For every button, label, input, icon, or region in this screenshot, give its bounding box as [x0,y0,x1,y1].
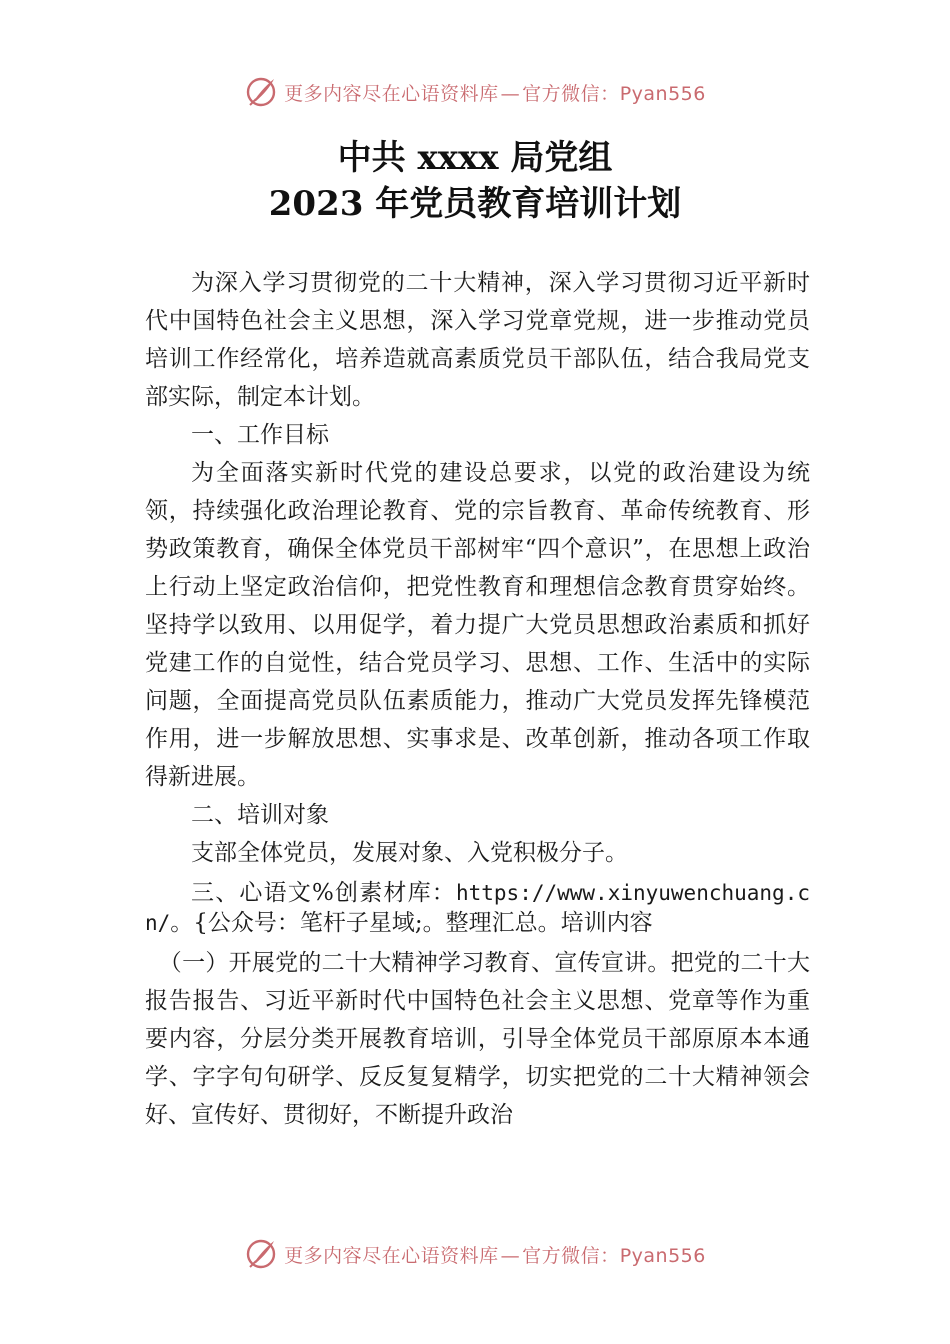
banner-wechat-id: Pyan556 [619,1244,706,1267]
banner-text [284,79,706,106]
bottom-watermark-banner [0,1232,950,1276]
banner-wechat-label: 官方微信： [522,1244,620,1267]
intro-paragraph: 为深入学习贯彻党的二十大精神，深入学习贯彻习近平新时代中国特色社会主义思想，深入学习党章党规，进一步推动党员培训工作经常化，培养造就高素质党员干部队伍，结合我局党支部实际，制定本计划。 [145,270,810,410]
content-paragraph-1: （一）开展党的二十大精神学习教育、宣传宣讲。把党的二十大报告报告、习近平新时代中国特色社会主义思想、党章等作为重要内容，分层分类开展教育培训，引导全体党员干部原原本本通学、字字句句研学、反反复复精学，切实把党的二十大精神领会好、宣传好、贯彻好，不断提升政治 [145,950,810,1128]
goals-paragraph: 为全面落实新时代党的建设总要求，以党的政治建设为统领，持续强化政治理论教育、党的宗旨教育、革命传统教育、形势政策教育，确保全体党员干部树牢“四个意识”，在思想上政治上行动上坚定政治信仰，把党性教育和理想信念教育贯穿始终。坚持学以致用、以用促学，着力提广大党员思想政治素质和抓好党建工作的自觉性，结合党员学习、思想、工作、生活中的实际问题，全面提高党员队伍素质能力，推动广大党员发挥先锋模范作用，进一步解放思想、实事求是、改革创新，推动各项工作取得新进展。 [145,460,810,790]
banner-separator: — [500,82,521,105]
quill-logo-icon [244,1237,278,1271]
section-heading-2: 二、培训对象 [191,802,329,828]
banner-wechat-label: 官方微信： [522,82,620,105]
document-title-line2: 2023 年党员教育培训计划 [268,184,682,224]
banner-slogan: 更多内容尽在心语资料库 [284,82,499,105]
section-heading-3 [145,878,810,938]
section-heading-3-prefix: 三、心语文%创素材库： [191,880,456,906]
banner-separator: — [500,1244,521,1267]
section-heading-3-url[interactable]: https://www.xinyuwenchuang.cn/ [145,881,810,935]
quill-logo-icon [244,75,278,109]
section-heading-3-suffix: 。{公众号：笔杆子星域;。整理汇总。培训内容 [170,910,653,936]
banner-text [284,1241,706,1268]
top-watermark-banner [0,70,950,114]
banner-slogan: 更多内容尽在心语资料库 [284,1244,499,1267]
document-title-line1: 中共 xxxx 局党组 [337,138,613,178]
document-body [145,264,810,1134]
targets-paragraph: 支部全体党员，发展对象、入党积极分子。 [191,840,628,866]
section-heading-1: 一、工作目标 [191,422,329,448]
banner-wechat-id: Pyan556 [619,82,706,105]
